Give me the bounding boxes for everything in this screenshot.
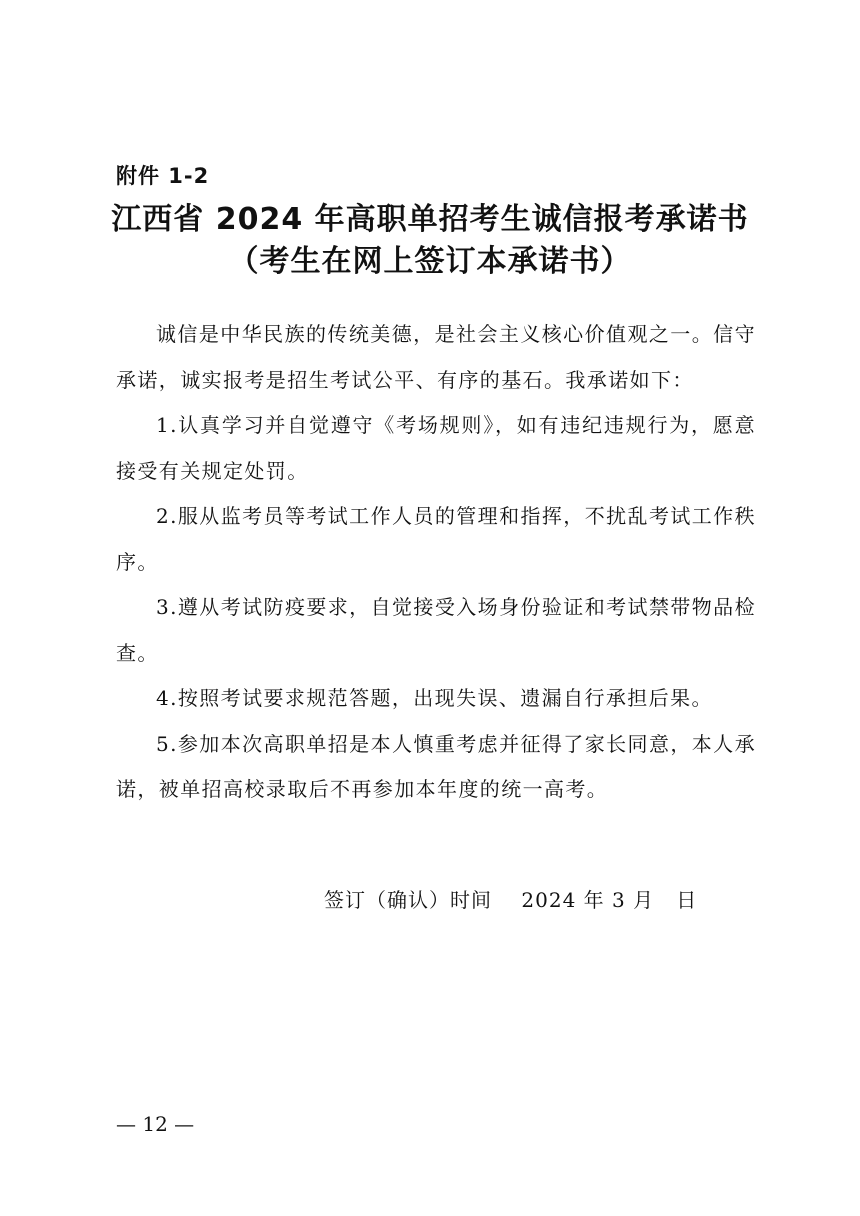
commitment-item-5: 5.参加本次高职单招是本人慎重考虑并征得了家长同意，本人承诺，被单招高校录取后不再参加本年度的统一高考。: [116, 731, 756, 801]
intro-paragraph: 诚信是中华民族的传统美德，是社会主义核心价值观之一。信守承诺，诚实报考是招生考试公平、有序的基石。我承诺如下：: [116, 322, 756, 392]
commitment-item-2: 2.服从监考员等考试工作人员的管理和指挥，不扰乱考试工作秩序。: [116, 504, 756, 574]
attachment-label: 附件 1-2: [116, 164, 210, 188]
commitment-body: [116, 312, 756, 813]
commitment-item-1: 1.认真学习并自觉遵守《考场规则》，如有违纪违规行为，愿意接受有关规定处罚。: [116, 413, 756, 483]
commitment-item-4: 4.按照考试要求规范答题，出现失误、遗漏自行承担后果。: [156, 686, 713, 710]
document-subtitle: （考生在网上签订本承诺书）: [228, 244, 632, 279]
signing-date-line: 签订（确认）时间 2024 年 3 月 日: [324, 888, 698, 912]
document-title: 江西省 2024 年高职单招考生诚信报考承诺书: [111, 202, 749, 237]
commitment-item-3: 3.遵从考试防疫要求，自觉接受入场身份验证和考试禁带物品检查。: [116, 595, 756, 665]
page-number: — 12 —: [116, 1112, 195, 1136]
